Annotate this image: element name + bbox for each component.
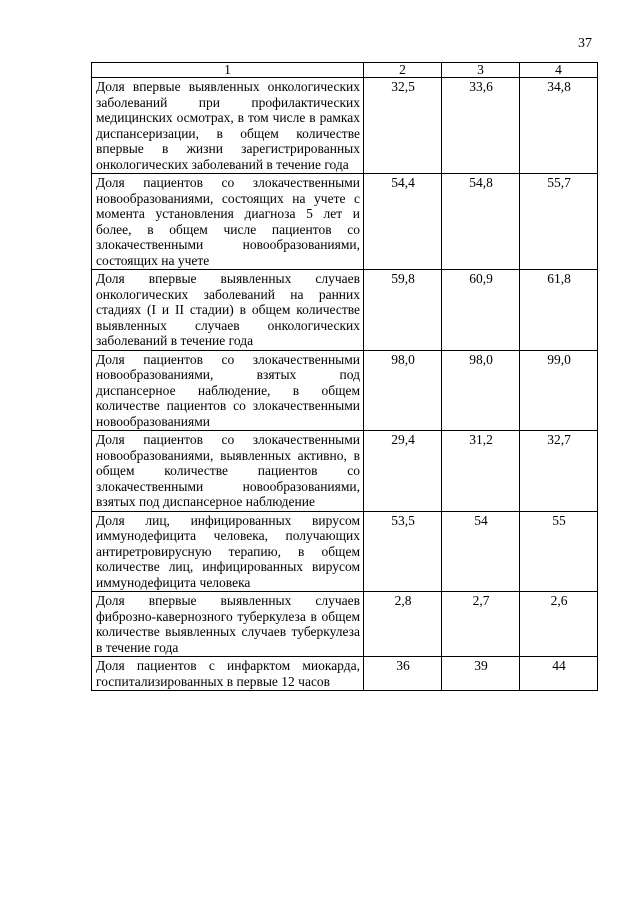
value-cell: 2,6 xyxy=(520,592,598,657)
value-cell: 44 xyxy=(520,657,598,691)
value-cell: 60,9 xyxy=(442,270,520,351)
indicator-label: Доля впервые выявленных онкологических заболеваний при профилактических медицинских осмотрах, в том числе в рамках диспансеризации, в общем количестве впервые в жизни зарегистрированных онкологических заболеваний в течение года xyxy=(92,78,364,174)
indicator-label: Доля пациентов с инфарктом миокарда, госпитализированных в первые 12 часов xyxy=(92,657,364,691)
table-row xyxy=(92,78,598,174)
table-row xyxy=(92,174,598,270)
header-cell: 2 xyxy=(364,63,442,78)
value-cell: 53,5 xyxy=(364,511,442,592)
indicator-label: Доля пациентов со злокачественными новообразованиями, взятых под диспансерное наблюдение, в общем количестве пациентов со злокачественными новообразованиями xyxy=(92,350,364,431)
indicators-table xyxy=(91,62,598,691)
value-cell: 55,7 xyxy=(520,174,598,270)
value-cell: 54 xyxy=(442,511,520,592)
value-cell: 2,7 xyxy=(442,592,520,657)
value-cell: 34,8 xyxy=(520,78,598,174)
header-cell: 4 xyxy=(520,63,598,78)
value-cell: 32,5 xyxy=(364,78,442,174)
value-cell: 39 xyxy=(442,657,520,691)
value-cell: 36 xyxy=(364,657,442,691)
value-cell: 98,0 xyxy=(442,350,520,431)
header-cell: 1 xyxy=(92,63,364,78)
value-cell: 98,0 xyxy=(364,350,442,431)
value-cell: 61,8 xyxy=(520,270,598,351)
value-cell: 29,4 xyxy=(364,431,442,512)
indicator-label: Доля пациентов со злокачественными новообразованиями, выявленных активно, в общем количестве пациентов со злокачественными новообразованиями, взятых под диспансерное наблюдение xyxy=(92,431,364,512)
table-row xyxy=(92,511,598,592)
table-row xyxy=(92,431,598,512)
table-header-row xyxy=(92,63,598,78)
value-cell: 32,7 xyxy=(520,431,598,512)
value-cell: 54,4 xyxy=(364,174,442,270)
indicator-label: Доля лиц, инфицированных вирусом иммунодефицита человека, получающих антиретровирусную терапию, в общем количестве лиц, инфицированных вирусом иммунодефицита человека xyxy=(92,511,364,592)
table-row xyxy=(92,592,598,657)
indicator-label: Доля впервые выявленных случаев онкологических заболеваний на ранних стадиях (I и II стадии) в общем количестве выявленных случаев онкологических заболеваний в течение года xyxy=(92,270,364,351)
indicator-label: Доля пациентов со злокачественными новообразованиями, состоящих на учете с момента установления диагноза 5 лет и более, в общем числе пациентов со злокачественными новообразованиями, состоящих на учете xyxy=(92,174,364,270)
value-cell: 99,0 xyxy=(520,350,598,431)
value-cell: 59,8 xyxy=(364,270,442,351)
value-cell: 33,6 xyxy=(442,78,520,174)
value-cell: 55 xyxy=(520,511,598,592)
table-row xyxy=(92,657,598,691)
page-number: 37 xyxy=(578,36,592,51)
value-cell: 54,8 xyxy=(442,174,520,270)
indicator-label: Доля впервые выявленных случаев фиброзно-кавернозного туберкулеза в общем количестве выявленных случаев туберкулеза в течение года xyxy=(92,592,364,657)
value-cell: 2,8 xyxy=(364,592,442,657)
value-cell: 31,2 xyxy=(442,431,520,512)
table-row xyxy=(92,350,598,431)
table-row xyxy=(92,270,598,351)
header-cell: 3 xyxy=(442,63,520,78)
